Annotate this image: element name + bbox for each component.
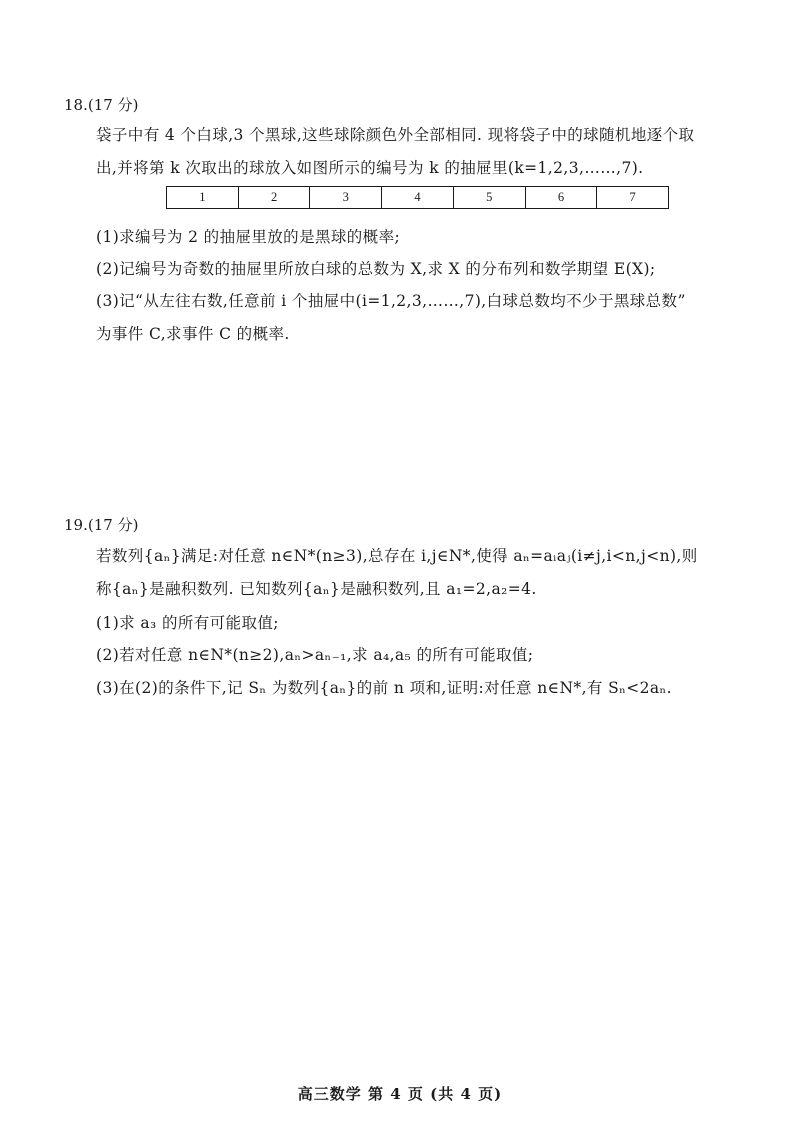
- q19-number: 19.: [64, 516, 88, 534]
- drawer-cell: 2: [239, 187, 311, 208]
- q18-number: 18.: [64, 96, 88, 114]
- q19-stem-line2: 称{aₙ}是融积数列. 已知数列{aₙ}是融积数列,且 a₁=2,a₂=4.: [96, 580, 537, 598]
- q18-part1: (1)求编号为 2 的抽屉里放的是黑球的概率;: [96, 228, 401, 246]
- drawer-cell: 6: [526, 187, 598, 208]
- q18-part2: (2)记编号为奇数的抽屉里所放白球的总数为 X,求 X 的分布列和数学期望 E(X);: [96, 260, 656, 278]
- drawer-cell: 7: [629, 190, 636, 204]
- drawer-cell: 3: [310, 187, 382, 208]
- q19-part1: (1)求 a₃ 的所有可能取值;: [96, 614, 279, 632]
- q18-part3-line2: 为事件 C,求事件 C 的概率.: [96, 325, 290, 343]
- q18-stem-line2: 出,并将第 k 次取出的球放入如图所示的编号为 k 的抽屉里(k=1,2,3,……,7).: [96, 159, 644, 177]
- page-footer: 高三数学 第 4 页 (共 4 页): [297, 1085, 503, 1103]
- q19-stem-line1: 若数列{aₙ}满足:对任意 n∈N*(n≥3),总存在 i,j∈N*,使得 aₙ=aᵢaⱼ(i≠j,i<n,j<n),则: [96, 547, 698, 565]
- q18-score: (17 分): [87, 96, 139, 114]
- q19-header: [64, 514, 138, 535]
- q18-header: [64, 94, 138, 115]
- drawer-cell: 4: [382, 187, 454, 208]
- q18-stem-line1: 袋子中有 4 个白球,3 个黑球,这些球除颜色外全部相同. 现将袋子中的球随机地逐个取: [96, 126, 695, 144]
- q19-score: (17 分): [87, 516, 139, 534]
- q19-part2: (2)若对任意 n∈N*(n≥2),aₙ>aₙ₋₁,求 a₄,a₅ 的所有可能取值;: [96, 646, 534, 664]
- q19-part3: (3)在(2)的条件下,记 Sₙ 为数列{aₙ}的前 n 项和,证明:对任意 n∈N*,有 Sₙ<2aₙ.: [96, 679, 672, 697]
- q18-part3-line1: (3)记“从左往右数,任意前 i 个抽屉中(i=1,2,3,……,7),白球总数均不少于黑球总数”: [96, 292, 686, 310]
- drawer-cell: 1: [167, 187, 239, 208]
- drawer-cell: 5: [454, 187, 526, 208]
- drawer-row: [166, 186, 669, 209]
